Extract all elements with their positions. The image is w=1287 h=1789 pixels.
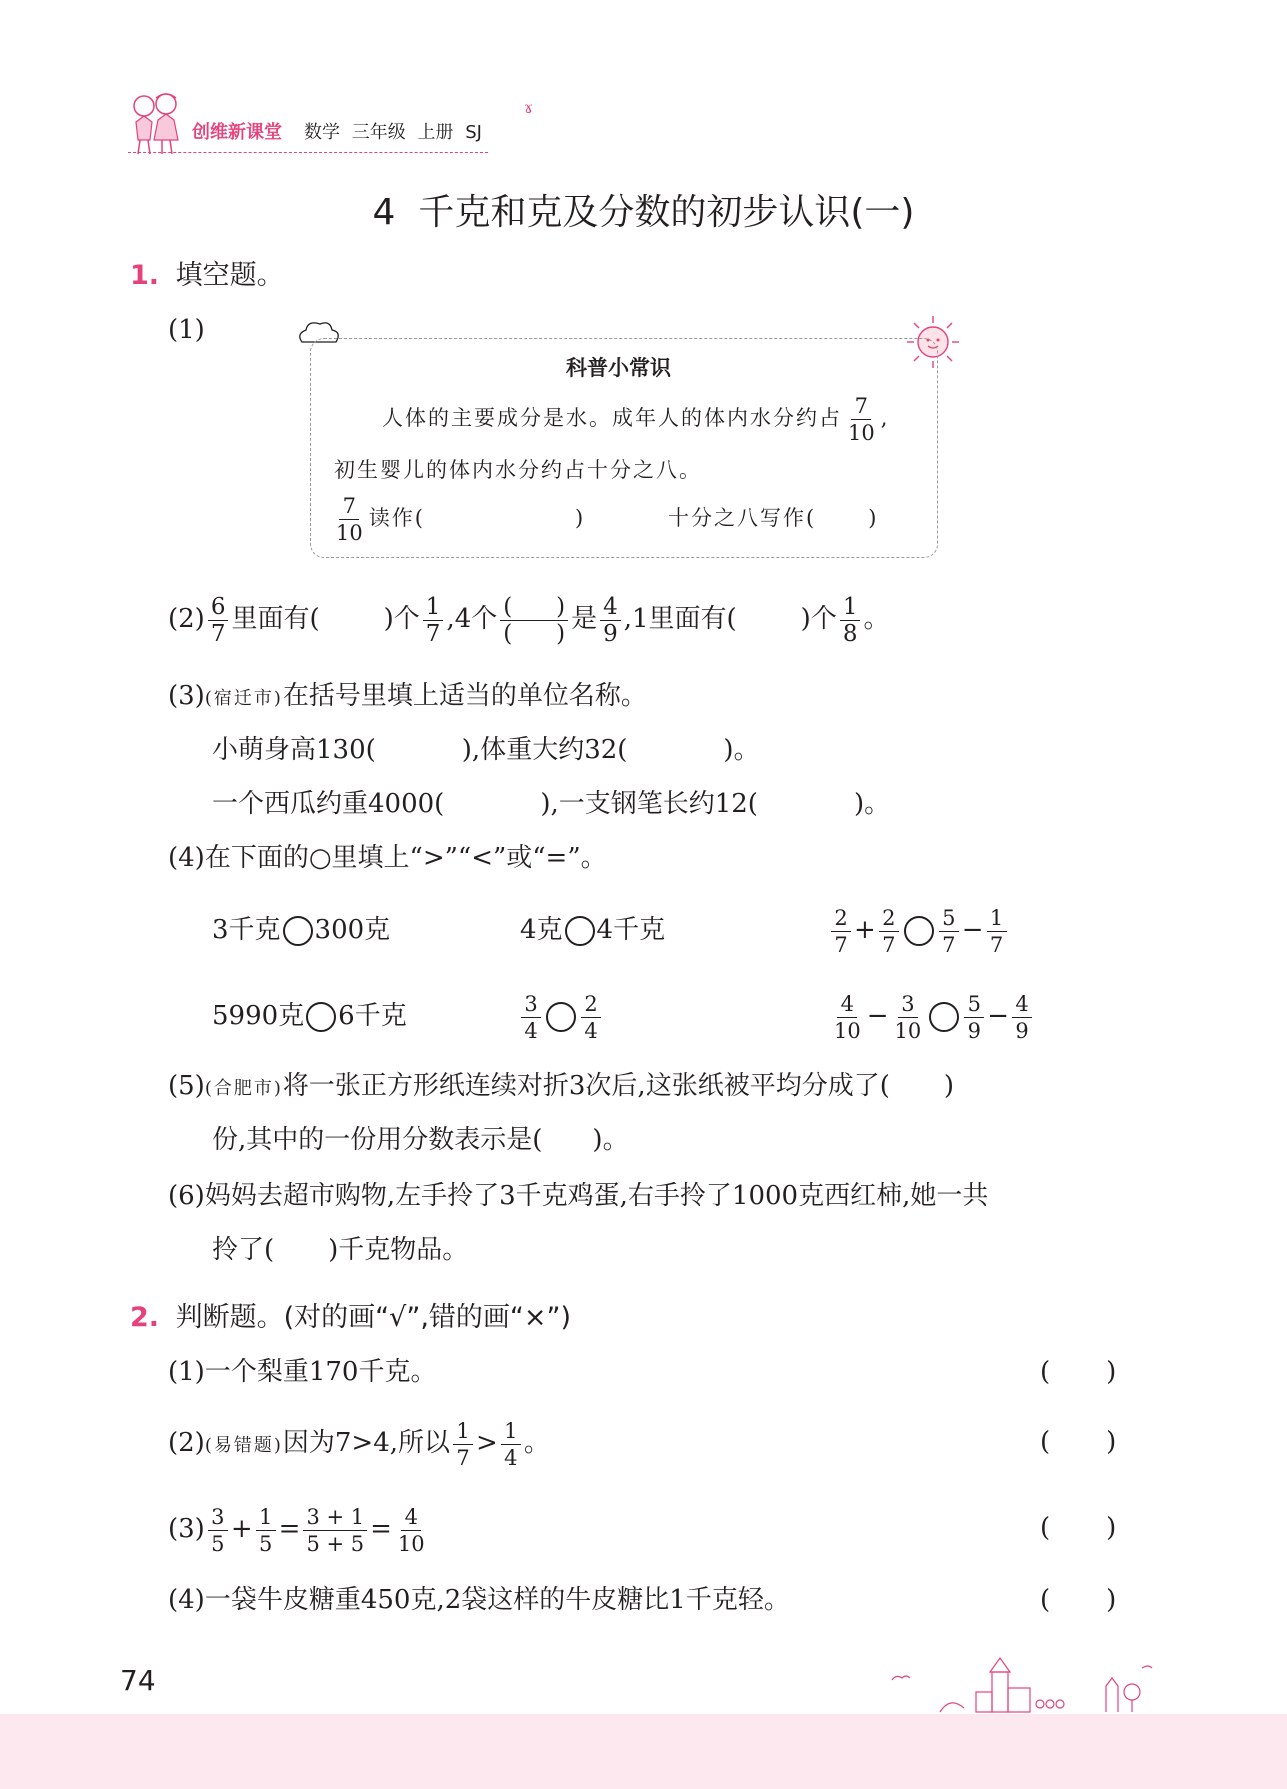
q1-p6-number: (6) bbox=[168, 1181, 205, 1211]
q1-p5-l1end: ) bbox=[943, 1071, 954, 1101]
q1-p2-number: (2) bbox=[168, 604, 205, 634]
fraction-numerator: 1 bbox=[501, 1420, 521, 1445]
q1-p3-l1a: 小萌身高130( bbox=[212, 735, 376, 765]
knowledge-line-1-text: 人体的主要成分是水。成年人的体内水分约占 bbox=[382, 406, 842, 430]
fraction-denominator: 5 + 5 bbox=[306, 1531, 365, 1556]
fraction-numerator: 6 bbox=[208, 596, 229, 621]
compare-4 bbox=[212, 998, 407, 1034]
header-volume: 上册 bbox=[417, 122, 454, 143]
header-subject bbox=[304, 118, 482, 144]
q1-number: 1. bbox=[130, 260, 160, 291]
fraction-denominator: 9 bbox=[603, 620, 618, 647]
paren-open: ( bbox=[1040, 1585, 1051, 1615]
fraction-numerator: 2 bbox=[879, 907, 899, 932]
q2-s1 bbox=[168, 1354, 436, 1390]
fraction bbox=[1012, 993, 1032, 1042]
operator: = bbox=[370, 1514, 392, 1544]
q1-p3-source: (宿迁市) bbox=[204, 688, 283, 709]
fraction-numerator: 5 bbox=[964, 993, 984, 1018]
knowledge-line-1 bbox=[382, 388, 887, 448]
compare-circle[interactable] bbox=[904, 916, 934, 946]
q1-p2-t1: 里面有( bbox=[231, 604, 320, 634]
q2-s2-number: (2) bbox=[168, 1428, 205, 1458]
operator: + bbox=[230, 1514, 253, 1544]
compare-4-right: 6千克 bbox=[338, 1001, 407, 1031]
q1-p3-l2c: )。 bbox=[853, 789, 891, 819]
answer-paren-1[interactable] bbox=[1040, 1354, 1116, 1390]
fraction-numerator: 4 bbox=[837, 993, 857, 1018]
q2-s2-end: 。 bbox=[523, 1428, 550, 1458]
fraction-numerator: 3 + 1 bbox=[303, 1506, 367, 1531]
q2-s1-text: 一个梨重170千克。 bbox=[204, 1357, 437, 1387]
fraction bbox=[581, 993, 601, 1042]
q1-label: 填空题。 bbox=[175, 260, 284, 291]
fraction bbox=[501, 1420, 521, 1469]
q1-heading bbox=[130, 258, 284, 294]
q1-p3-l2b: ),一支钢笔长约12( bbox=[540, 789, 758, 819]
compare-2-right: 4千克 bbox=[596, 915, 666, 945]
fraction bbox=[521, 993, 541, 1042]
compare-1-right: 300克 bbox=[314, 915, 391, 945]
fraction-numerator: 4 bbox=[401, 1506, 421, 1531]
q1-p4-text: 在下面的○里填上“>”“<”或“=”。 bbox=[204, 843, 607, 873]
q1-p4 bbox=[168, 840, 607, 876]
compare-3 bbox=[828, 894, 1010, 966]
fraction-denominator: 7 bbox=[882, 932, 896, 957]
knowledge-box-title: 科普小常识 bbox=[566, 356, 671, 380]
compare-circle[interactable] bbox=[565, 916, 595, 946]
operator: = bbox=[278, 1514, 301, 1544]
q2-label: 判断题。(对的画“√”,错的画“×”) bbox=[175, 1302, 572, 1333]
write-as-close: ) bbox=[868, 506, 877, 530]
fraction-numerator: 1 bbox=[840, 596, 861, 621]
fraction-numerator: 1 bbox=[987, 907, 1007, 932]
q1-p6-line-1 bbox=[168, 1178, 988, 1214]
page-number: 74 bbox=[120, 1664, 156, 1697]
knowledge-read-row bbox=[330, 490, 583, 546]
q2-heading bbox=[130, 1300, 571, 1336]
fraction bbox=[256, 1506, 276, 1555]
fraction-numerator: 1 bbox=[423, 596, 444, 621]
fraction-numerator: 5 bbox=[939, 907, 959, 932]
fraction-denominator: 4 bbox=[504, 1445, 518, 1470]
q2-s2-text: 因为7>4,所以 bbox=[282, 1428, 451, 1458]
fraction bbox=[453, 1420, 473, 1469]
fraction-denominator: 5 bbox=[258, 1531, 273, 1556]
paren-open: ( bbox=[1040, 1357, 1051, 1387]
fraction bbox=[303, 1506, 367, 1555]
q1-p5-l2: 份,其中的一份用分数表示是( bbox=[212, 1125, 543, 1155]
fraction-numerator: 7 bbox=[339, 495, 359, 520]
q1-p3-l1c: )。 bbox=[723, 735, 760, 765]
fraction-denominator: 10 bbox=[834, 1018, 861, 1043]
q2-s2-source: (易错题) bbox=[204, 1435, 283, 1456]
fraction bbox=[879, 907, 899, 956]
q1-p3 bbox=[168, 678, 647, 717]
compare-2 bbox=[520, 912, 665, 948]
q1-p2 bbox=[168, 584, 889, 654]
compare-circle[interactable] bbox=[929, 1002, 959, 1032]
fraction bbox=[395, 1506, 428, 1555]
fraction-numerator: 1 bbox=[453, 1420, 473, 1445]
fraction-numerator: 2 bbox=[831, 907, 851, 932]
q2-s4-text: 一袋牛皮糖重450克,2袋这样的牛皮糖比1千克轻。 bbox=[204, 1585, 790, 1615]
q1-p4-number: (4) bbox=[168, 843, 205, 873]
fraction-denominator: 4 bbox=[524, 1018, 538, 1043]
paren-close: ) bbox=[1106, 1513, 1117, 1543]
fraction-6-7 bbox=[208, 593, 229, 647]
fraction-denominator: 9 bbox=[967, 1018, 981, 1043]
q2-s1-number: (1) bbox=[168, 1357, 205, 1387]
fraction bbox=[831, 993, 864, 1042]
fraction-denominator: 10 bbox=[894, 1018, 922, 1043]
fraction-denominator: 7 bbox=[210, 620, 226, 647]
fraction-numerator: 3 bbox=[898, 993, 918, 1018]
paren-close: ) bbox=[1106, 1585, 1117, 1615]
q1-p2-t5: ,1里面有( bbox=[623, 604, 737, 634]
compare-1 bbox=[212, 912, 390, 948]
fraction bbox=[831, 907, 851, 956]
fraction-7-10 bbox=[845, 395, 878, 444]
fraction-numerator: 4 bbox=[600, 596, 621, 621]
q2-number: 2. bbox=[130, 1302, 160, 1333]
compare-circle[interactable] bbox=[306, 1002, 336, 1032]
fraction-denominator: ( ) bbox=[503, 620, 566, 647]
fraction-numerator: 7 bbox=[851, 395, 871, 420]
bottom-band bbox=[0, 1714, 1287, 1789]
fraction-1-8 bbox=[840, 593, 861, 647]
compare-6 bbox=[828, 980, 1035, 1052]
operator: − bbox=[961, 915, 984, 945]
answer-paren-3[interactable] bbox=[1040, 1510, 1116, 1546]
compare-1-left: 3千克 bbox=[212, 915, 281, 945]
fraction-denominator: 9 bbox=[1015, 1018, 1029, 1043]
operator: + bbox=[854, 915, 876, 945]
q1-p5-line-1 bbox=[168, 1068, 954, 1107]
q2-s3-number: (3) bbox=[168, 1514, 205, 1544]
q1-p2-t6: )个 bbox=[800, 604, 837, 634]
q1-p5-source: (合肥市) bbox=[204, 1078, 283, 1099]
fraction bbox=[964, 993, 984, 1042]
operator: > bbox=[476, 1428, 498, 1458]
q1-p5-number: (5) bbox=[168, 1071, 205, 1101]
fraction-denominator: 5 bbox=[211, 1531, 225, 1556]
q1-p3-l1b: ),体重大约32( bbox=[461, 735, 628, 765]
fraction-numerator: ( ) bbox=[500, 596, 568, 621]
q1-p3-number: (3) bbox=[168, 681, 205, 711]
read-as-label: 读作( bbox=[368, 506, 425, 530]
header-grade: 三年级 bbox=[351, 122, 406, 143]
q1-p6-l2b: )千克物品。 bbox=[328, 1235, 469, 1265]
read-as-close: ) bbox=[574, 506, 584, 530]
knowledge-write-row bbox=[668, 490, 876, 546]
fraction-denominator: 7 bbox=[834, 932, 848, 957]
q2-s4 bbox=[168, 1582, 790, 1618]
q1-p3-text: 在括号里填上适当的单位名称。 bbox=[282, 681, 647, 711]
answer-paren-2[interactable] bbox=[1040, 1424, 1116, 1460]
q1-p2-t3: ,4个 bbox=[446, 604, 498, 634]
fraction bbox=[208, 1506, 228, 1555]
q1-p2-t4: 是 bbox=[571, 604, 598, 634]
q2-s4-number: (4) bbox=[168, 1585, 205, 1615]
compare-2-left: 4克 bbox=[520, 915, 563, 945]
fraction-4-9 bbox=[600, 593, 621, 647]
fraction-denominator: 7 bbox=[942, 932, 956, 957]
q1-p6-l2a: 拎了( bbox=[212, 1235, 275, 1265]
operator: − bbox=[987, 1001, 1010, 1031]
fraction-denominator: 7 bbox=[989, 932, 1004, 957]
write-as-label: 十分之八写作( bbox=[668, 506, 817, 530]
fraction bbox=[939, 907, 959, 956]
fraction-1-7 bbox=[423, 593, 444, 647]
fraction-numerator: 2 bbox=[581, 993, 601, 1018]
q2-s2 bbox=[168, 1408, 550, 1481]
knowledge-line-2: 初生婴儿的体内水分约占十分之八。 bbox=[334, 458, 702, 482]
q1-p3-line-2 bbox=[212, 786, 890, 822]
q1-p6-line-2 bbox=[212, 1232, 468, 1268]
header-rule bbox=[128, 152, 488, 153]
fraction-blank[interactable] bbox=[500, 593, 568, 647]
fraction-denominator: 7 bbox=[456, 1445, 470, 1470]
q1-p5-line-2 bbox=[212, 1122, 629, 1158]
fraction-denominator: 10 bbox=[848, 421, 875, 445]
page-title: 4 千克和克及分数的初步认识(一) bbox=[372, 192, 915, 233]
operator: − bbox=[866, 1001, 889, 1031]
q1-p2-t2: )个 bbox=[383, 604, 420, 634]
q2-s3 bbox=[168, 1494, 431, 1564]
fraction-denominator: 10 bbox=[336, 521, 363, 545]
header-brand: 创维新课堂 bbox=[192, 122, 282, 143]
q1-p3-line-1 bbox=[212, 732, 760, 768]
bird-icon: ɤ bbox=[524, 98, 534, 117]
header-subject-text: 数学 bbox=[304, 122, 340, 143]
header-edition: SJ bbox=[465, 122, 482, 143]
fraction-denominator: 4 bbox=[584, 1018, 598, 1043]
fraction-numerator: 4 bbox=[1012, 993, 1032, 1018]
answer-paren-4[interactable] bbox=[1040, 1582, 1116, 1618]
paren-open: ( bbox=[1040, 1427, 1051, 1457]
fraction bbox=[892, 993, 925, 1042]
paren-open: ( bbox=[1040, 1513, 1051, 1543]
paren-close: ) bbox=[1106, 1427, 1117, 1457]
fraction-denominator: 8 bbox=[842, 620, 858, 647]
q1-p5-l1: 将一张正方形纸连续对折3次后,这张纸被平均分成了( bbox=[282, 1071, 890, 1101]
fraction-7-10-read bbox=[333, 495, 366, 544]
fraction-numerator: 3 bbox=[208, 1506, 228, 1531]
fraction-denominator: 10 bbox=[397, 1531, 425, 1556]
q1-p1-number: (1) bbox=[168, 315, 205, 345]
fraction-numerator: 3 bbox=[521, 993, 541, 1018]
knowledge-comma: , bbox=[880, 406, 888, 430]
fraction-numerator: 1 bbox=[256, 1506, 276, 1531]
compare-circle[interactable] bbox=[546, 1002, 576, 1032]
compare-circle[interactable] bbox=[283, 916, 313, 946]
compare-5 bbox=[518, 980, 604, 1052]
fraction-denominator: 7 bbox=[425, 620, 441, 647]
paren-close: ) bbox=[1106, 1357, 1117, 1387]
fraction bbox=[987, 907, 1007, 956]
q1-p2-t7: 。 bbox=[863, 604, 890, 634]
q1-p6-l1: 妈妈去超市购物,左手拎了3千克鸡蛋,右手拎了1000克西红柿,她一共 bbox=[204, 1181, 989, 1211]
q1-p5-l2end: )。 bbox=[592, 1125, 629, 1155]
header-illustration bbox=[128, 88, 184, 156]
q1-p3-l2a: 一个西瓜约重4000( bbox=[212, 789, 445, 819]
compare-4-left: 5990克 bbox=[212, 1001, 305, 1031]
